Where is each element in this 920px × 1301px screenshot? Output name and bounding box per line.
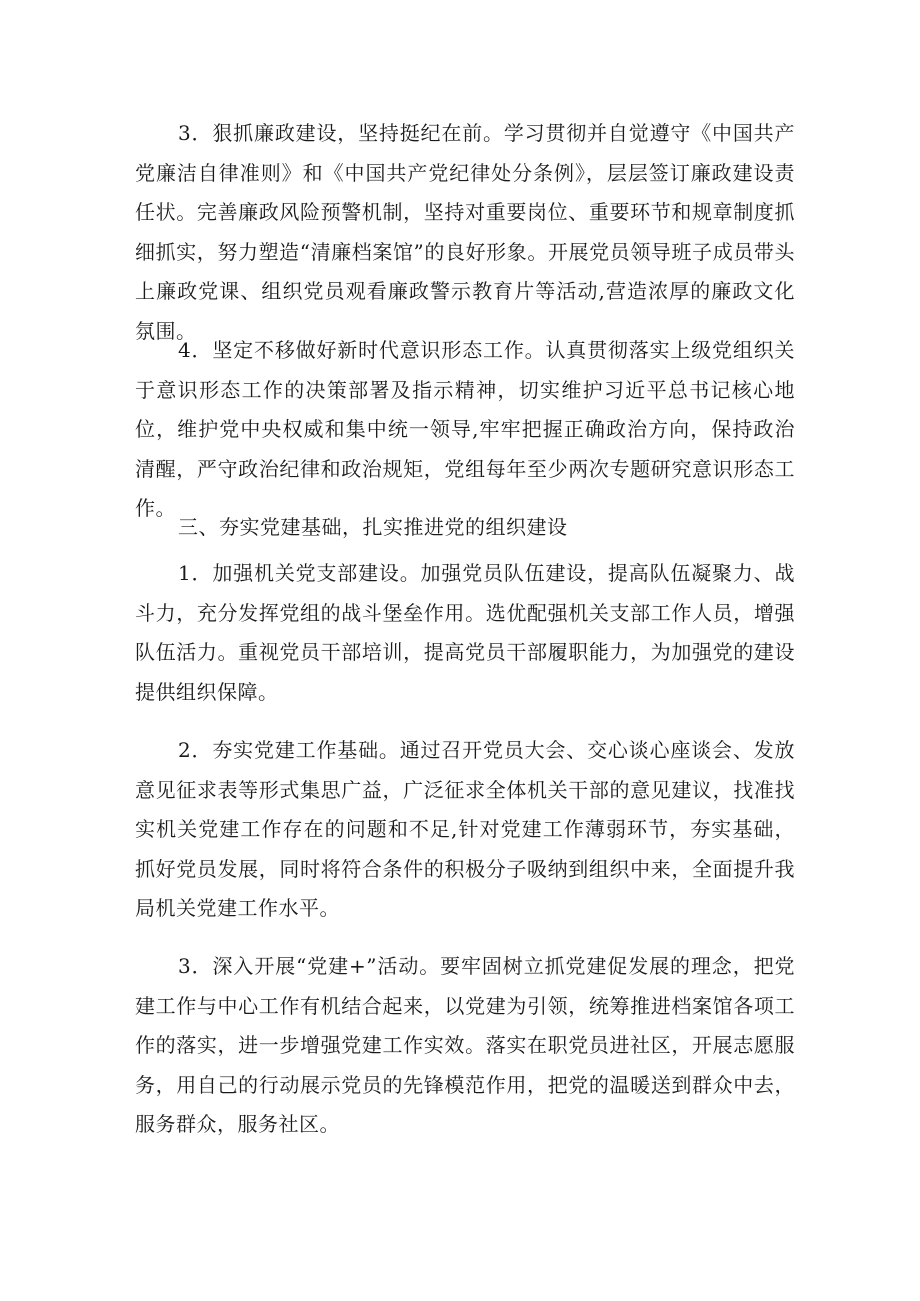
section-heading: 三、夯实党建基础，扎实推进党的组织建设 [178, 515, 568, 539]
paragraph-party-foundation: 2．夯实党建工作基础。通过召开党员大会、交心谈心座谈会、发放意见征求表等形式集思广益，广泛征求全体机关干部的意见建议，找准找实机关党建工作存在的问题和不足,针对党建工作薄弱环节，夯实基础，抓好党员发展，同时将符合条件的积极分子吸纳到组织中来，全面提升我局机关党建工作水平。 [135, 738, 795, 920]
paragraph-ideology-work: 4．坚定不移做好新时代意识形态工作。认真贯彻落实上级党组织关于意识形态工作的决策部署及指示精神，切实维护习近平总书记核心地位，维护党中央权威和集中统一领导,牢牢把握正确政治方向，保持政治清醒，严守政治纪律和政治规矩，党组每年至少两次专题研究意识形态工作。 [135, 338, 795, 520]
paragraph-party-plus-activity: 3．深入开展“党建+”活动。要牢固树立抓党建促发展的理念，把党建工作与中心工作有机结合起来，以党建为引领，统筹推进档案馆各项工作的落实，进一步增强党建工作实效。落实在职党员进社区，开展志愿服务，用自己的行动展示党员的先锋模范作用，把党的温暖送到群众中去，服务群众，服务社区。 [135, 954, 795, 1136]
paragraph-integrity-building: 3．狠抓廉政建设，坚持挺纪在前。学习贯彻并自觉遵守《中国共产党廉洁自律准则》和《中国共产党纪律处分条例》，层层签订廉政建设责任状。完善廉政风险预警机制，坚持对重要岗位、重要环节和规章制度抓细抓实，努力塑造“清廉档案馆”的良好形象。开展党员领导班子成员带头上廉政党课、组织党员观看廉政警示教育片等活动,营造浓厚的廉政文化氛围。 [135, 121, 795, 343]
paragraph-branch-building: 1．加强机关党支部建设。加强党员队伍建设，提高队伍凝聚力、战斗力，充分发挥党组的战斗堡垒作用。选优配强机关支部工作人员，增强队伍活力。重视党员干部培训，提高党员干部履职能力，为加强党的建设提供组织保障。 [135, 561, 795, 704]
